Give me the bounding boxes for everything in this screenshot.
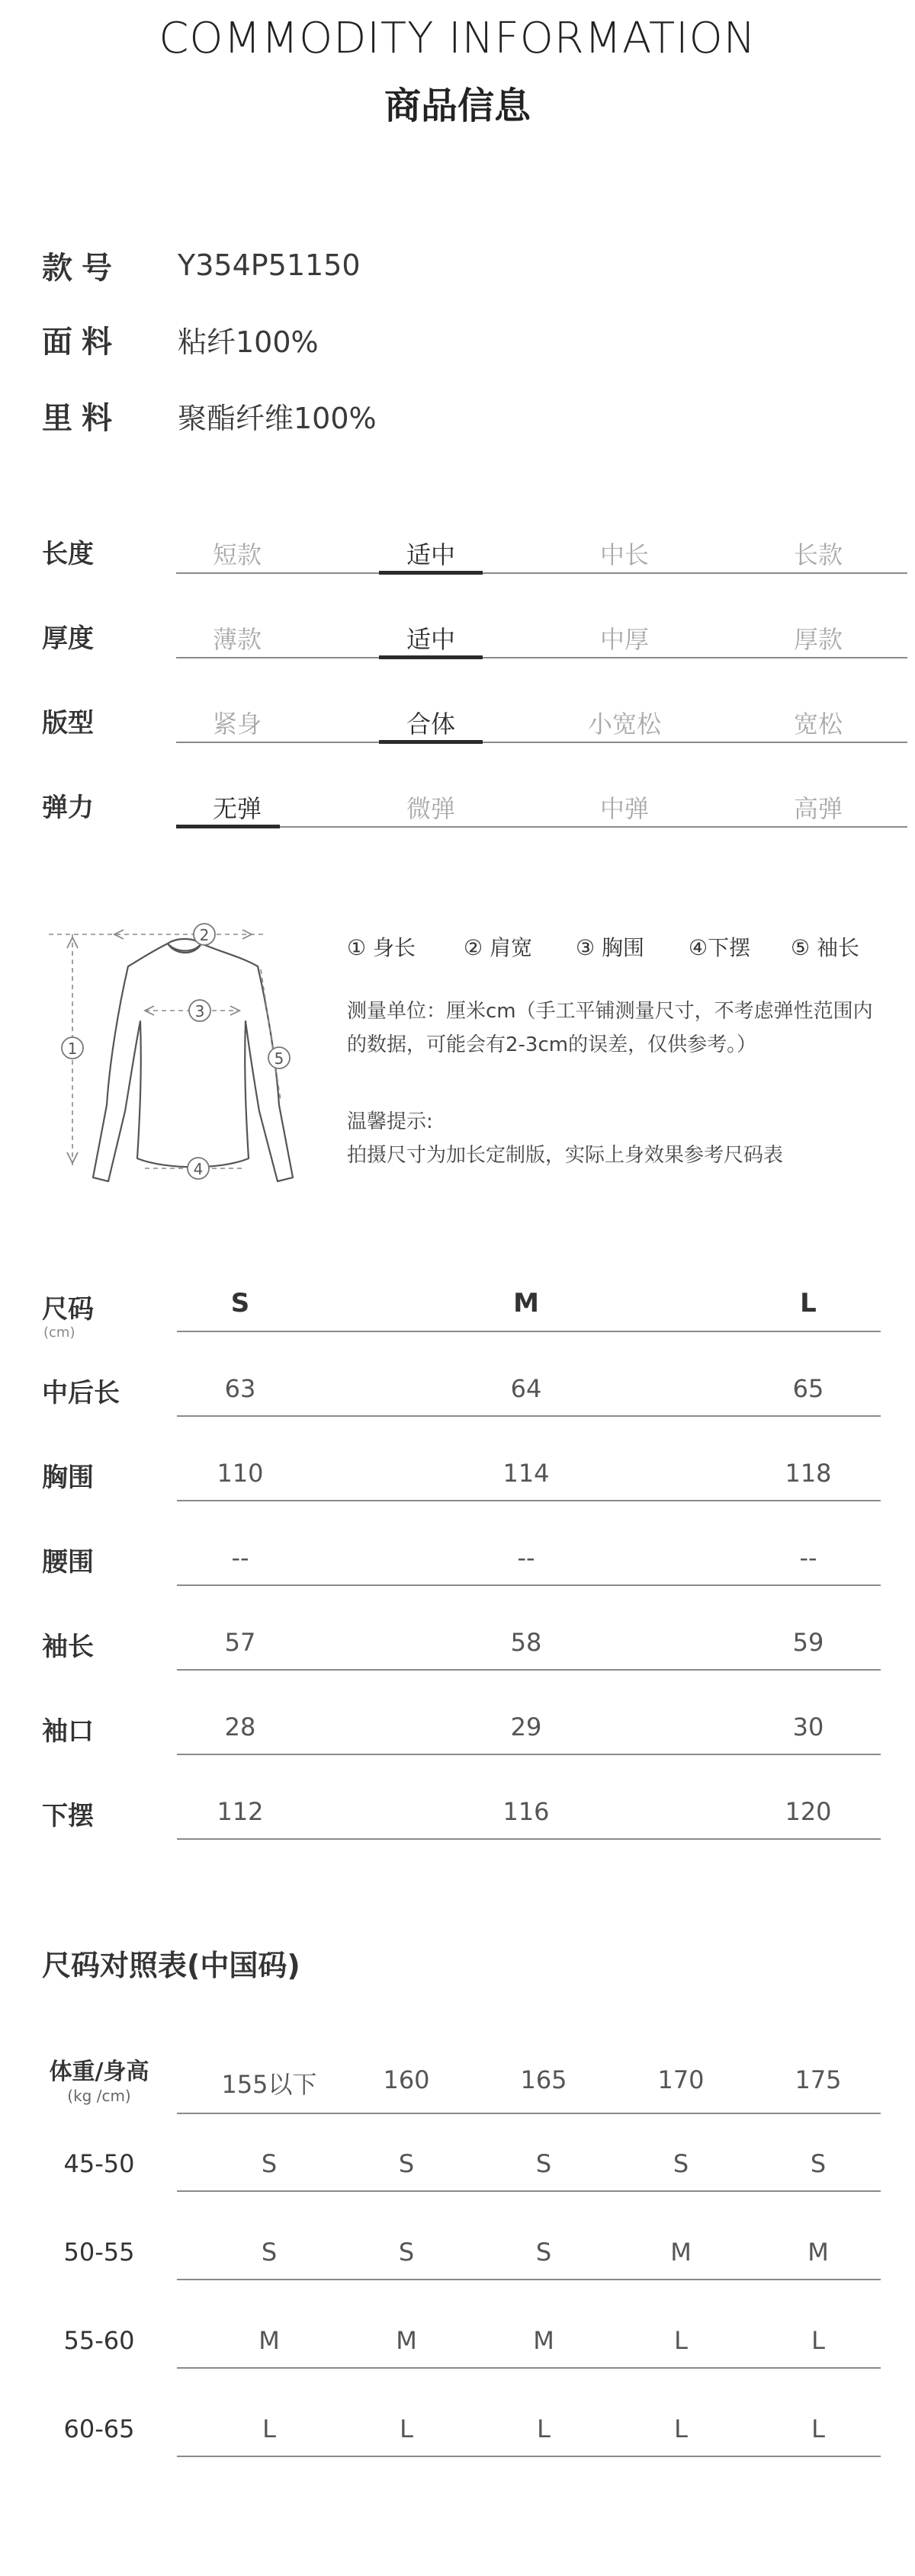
attribute-selected-marker (379, 655, 483, 659)
svg-text:1: 1 (67, 1040, 78, 1058)
size-chart-cell: L (811, 2326, 825, 2355)
size-cell: 65 (792, 1374, 824, 1403)
measurement-marker-4 (188, 1158, 209, 1179)
size-cell: 59 (792, 1628, 824, 1657)
weight-row-label: 50-55 (63, 2238, 135, 2267)
size-cell: 63 (224, 1374, 256, 1403)
info-row-lining (42, 392, 377, 438)
attribute-track (176, 826, 907, 828)
table-rule (177, 2456, 881, 2457)
attribute-label: 弹力 (42, 793, 94, 823)
garment-measurement-diagram (38, 915, 328, 1197)
size-cell: 64 (510, 1374, 542, 1403)
measurement-marker-3 (189, 1000, 210, 1021)
measurement-marker-1 (62, 1037, 83, 1059)
attribute-option-selected: 适中 (406, 625, 455, 654)
table-rule (177, 1415, 881, 1417)
sweater-outline-icon (93, 939, 293, 1181)
size-chart-cell: L (674, 2414, 688, 2443)
attribute-selected-marker (379, 571, 483, 575)
legend-item: ② 肩宽 (464, 935, 533, 960)
size-chart-cell: M (533, 2326, 554, 2355)
size-cell: 114 (502, 1459, 550, 1488)
size-chart-cell: S (261, 2238, 278, 2267)
height-column-header: 160 (383, 2065, 430, 2094)
attribute-option: 中弹 (599, 794, 649, 823)
attribute-option: 微弹 (406, 794, 455, 823)
table-rule (177, 1838, 881, 1840)
height-column-header: 170 (657, 2065, 705, 2094)
page-title-cn: 商品信息 (384, 85, 531, 127)
measurement-marker-2 (194, 924, 215, 945)
attribute-option: 厚款 (793, 625, 843, 654)
size-cell: 118 (785, 1459, 832, 1488)
weight-row-label: 60-65 (63, 2414, 135, 2443)
table-rule (177, 1584, 881, 1586)
height-column-header: 155以下 (221, 2070, 317, 2099)
attribute-option: 中厚 (599, 625, 649, 654)
attribute-thickness (42, 613, 881, 666)
table-rule (177, 2279, 881, 2280)
size-chart-cell: M (807, 2238, 829, 2267)
size-table-header-label: 尺码 (42, 1294, 94, 1325)
attribute-elasticity (42, 782, 881, 835)
size-chart-cell: S (535, 2238, 552, 2267)
legend-item: ④下摆 (689, 935, 751, 960)
size-cell: -- (231, 1543, 249, 1572)
size-row-label: 袖长 (42, 1632, 94, 1662)
size-chart-cell: L (811, 2414, 825, 2443)
attribute-option: 紧身 (212, 710, 262, 739)
attribute-label: 长度 (42, 539, 94, 569)
info-row-style-number (42, 242, 361, 288)
size-chart-unit: (kg /cm) (67, 2087, 131, 2105)
attribute-option-selected: 适中 (406, 540, 455, 569)
size-cell: 120 (785, 1797, 832, 1826)
attribute-option: 短款 (212, 540, 262, 569)
legend-item: ③ 胸围 (576, 935, 645, 960)
attribute-track (176, 657, 907, 658)
measurement-legend (347, 931, 896, 962)
measurement-marker-5 (268, 1047, 290, 1069)
unit-note-line: 测量单位：厘米cm（手工平铺测量尺寸，不考虑弹性范围内 (347, 1000, 873, 1023)
size-chart-title: 尺码对照表(中国码) (42, 1949, 300, 1982)
size-chart-cell: L (262, 2414, 276, 2443)
table-rule (177, 2113, 881, 2114)
size-column-header: L (800, 1288, 817, 1318)
legend-item: ⑤ 袖长 (791, 935, 860, 960)
size-cell: 58 (510, 1628, 542, 1657)
info-label: 面料 (42, 324, 121, 360)
attribute-option: 高弹 (793, 794, 843, 823)
weight-row-label: 55-60 (63, 2326, 135, 2355)
size-chart-cell: M (670, 2238, 692, 2267)
size-row-label: 下摆 (42, 1801, 94, 1831)
unit-note-line: 的数据，可能会有2-3cm的误差，仅供参考。） (347, 1033, 757, 1056)
info-value: 粘纤100% (178, 325, 319, 359)
size-cell: 57 (224, 1628, 256, 1657)
attribute-option: 长款 (793, 540, 843, 569)
size-cell: 116 (502, 1797, 550, 1826)
attribute-label: 版型 (42, 708, 94, 739)
weight-row-label: 45-50 (63, 2149, 135, 2178)
tip-title: 温馨提示: (347, 1110, 433, 1133)
svg-text:2: 2 (199, 926, 210, 944)
size-cell: -- (799, 1543, 817, 1572)
table-rule (177, 1754, 881, 1755)
height-column-header: 175 (795, 2065, 842, 2094)
size-chart-cell: L (400, 2414, 413, 2443)
attribute-option: 小宽松 (587, 710, 661, 739)
size-cell: -- (517, 1543, 535, 1572)
info-value: 聚酯纤维100% (178, 401, 377, 435)
attribute-option-selected: 无弹 (212, 794, 262, 823)
size-row-label: 中后长 (42, 1378, 120, 1408)
size-chart-cell: S (810, 2149, 827, 2178)
size-column-header: M (513, 1288, 539, 1318)
attribute-track (176, 742, 907, 743)
size-cell: 30 (792, 1713, 824, 1741)
attribute-selected-marker (176, 825, 280, 828)
measurement-arrows (67, 930, 252, 1163)
legend-item: ① 身长 (347, 935, 416, 960)
size-cell: 112 (217, 1797, 264, 1826)
size-table-unit: (cm) (43, 1325, 75, 1341)
size-chart-cell: S (398, 2149, 415, 2178)
table-rule (177, 1500, 881, 1501)
size-chart-cell: M (258, 2326, 280, 2355)
size-cell: 28 (224, 1713, 256, 1741)
size-chart-cell: S (535, 2149, 552, 2178)
tip-text: 拍摄尺寸为加长定制版，实际上身效果参考尺码表 (347, 1144, 784, 1167)
size-chart-cell: S (673, 2149, 689, 2178)
info-label: 款号 (42, 250, 121, 286)
table-rule (177, 1669, 881, 1671)
attribute-fit (42, 697, 881, 751)
size-cell: 29 (510, 1713, 542, 1741)
attribute-option: 薄款 (212, 625, 262, 654)
info-row-fabric (42, 316, 319, 362)
svg-text:5: 5 (274, 1049, 284, 1068)
size-chart-header-label: 体重/身高 (49, 2059, 149, 2085)
attribute-option: 宽松 (793, 710, 843, 739)
size-chart-cell: M (396, 2326, 417, 2355)
attribute-track (176, 572, 907, 574)
size-row-label: 胸围 (42, 1463, 94, 1493)
info-value: Y354P51150 (178, 248, 361, 282)
size-chart-cell: L (537, 2414, 551, 2443)
svg-text:3: 3 (194, 1002, 205, 1020)
page-title-en: COMMODITY INFORMATION (159, 14, 756, 63)
size-chart-cell: S (398, 2238, 415, 2267)
attribute-label: 厚度 (42, 623, 94, 654)
size-cell: 110 (217, 1459, 264, 1488)
attribute-length (42, 528, 881, 582)
size-column-header: S (230, 1288, 250, 1318)
table-rule (177, 2190, 881, 2192)
height-column-header: 165 (520, 2065, 567, 2094)
attribute-option-selected: 合体 (406, 710, 455, 739)
unit-note (347, 995, 873, 1062)
attribute-selected-marker (379, 740, 483, 744)
svg-text:4: 4 (193, 1160, 204, 1178)
table-rule (177, 2367, 881, 2369)
size-row-label: 腰围 (42, 1547, 94, 1578)
size-chart-cell: L (674, 2326, 688, 2355)
tip-note (347, 1105, 783, 1172)
table-rule (177, 1331, 881, 1332)
size-row-label: 袖口 (42, 1716, 94, 1747)
size-chart-cell: S (261, 2149, 278, 2178)
info-label: 里料 (42, 400, 121, 436)
attribute-option: 中长 (599, 540, 649, 569)
